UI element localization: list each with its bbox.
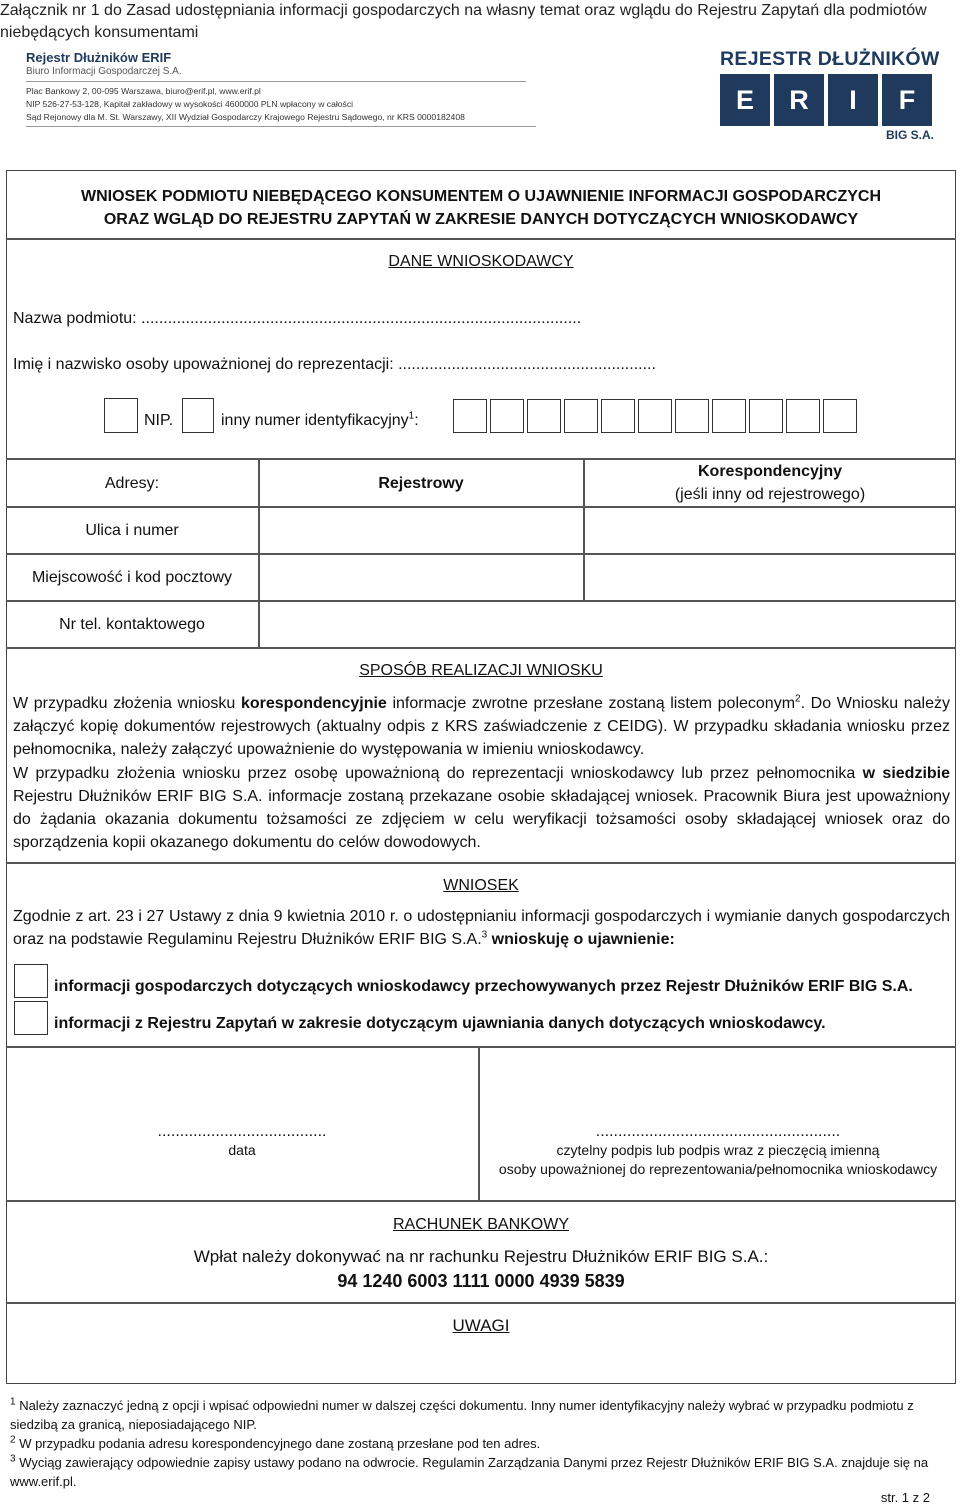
footnote-1-number: 1 (10, 1396, 16, 1408)
logo-title: REJESTR DŁUŻNIKÓW (720, 48, 940, 70)
representative-label: Imię i nazwisko osoby upoważnionej do reprezentacji: (13, 356, 399, 373)
method-p1-text-3: . Do Wniosku należy załączyć kopię dokumentów rejestrowych (aktualny odpis z KRS zaświadczenie z CEIDG). W przypadku składania wniosku przez pełnomocnika, należy załączyć upoważnienie do występowania w imieniu wnioskodawcy. (13, 695, 950, 758)
bank-account-number: 94 1240 6003 1111 0000 4939 5839 (337, 1271, 625, 1291)
rule-after-signature (6, 1200, 956, 1202)
method-p2-text: W przypadku złożenia wniosku przez osobę upoważnioną do reprezentacji wnioskodawcy lub przez pełnomocnika (13, 765, 863, 782)
signature-label-1: czytelny podpis lub podpis wraz z pieczęcią imienną (556, 1142, 880, 1158)
rule-after-method (6, 862, 956, 864)
company-nip: NIP 526-27-53-128, Kapitał zakładowy w wysokości 4600000 PLN wpłacony w całości (26, 99, 354, 109)
notes-field[interactable] (8, 1342, 954, 1382)
annex-note: Załącznik nr 1 do Zasad udostępniania informacji gospodarczych na własny temat oraz wglądu do Rejestru Zapytań dla podmiotów niebędących konsumentami (0, 2, 927, 41)
registered-city-field[interactable] (260, 555, 582, 600)
logo-sub: BIG S.A. (885, 128, 934, 142)
id-digit-box[interactable] (749, 399, 783, 433)
entity-name-row (13, 307, 581, 330)
section-method-heading: SPOSÓB REALIZACJI WNIOSKU (359, 662, 603, 679)
id-digit-box[interactable] (823, 399, 857, 433)
other-id-checkbox[interactable] (182, 398, 214, 433)
id-digit-box[interactable] (601, 399, 635, 433)
correspondence-note: (jeśli inny od rejestrowego) (674, 486, 866, 503)
footnote-3-number: 3 (10, 1453, 16, 1465)
section-notes-heading: UWAGI (452, 1316, 510, 1335)
registered-street-field[interactable] (260, 508, 582, 553)
form-title-line1: WNIOSEK PODMIOTU NIEBĘDĄCEGO KONSUMENTEM O UJAWNIENIE INFORMACJI GOSPODARCZYCH (80, 188, 882, 205)
logo-tiles (720, 74, 940, 126)
company-brand: Rejestr Dłużników ERIF (26, 50, 172, 65)
signature-labels (480, 1141, 956, 1179)
footnote-ref-1: 1 (408, 410, 415, 422)
form-title (6, 185, 956, 231)
addresses-label: Adresy: (104, 475, 160, 492)
rule-after-bank (6, 1302, 956, 1304)
section-request-heading: WNIOSEK (443, 877, 519, 894)
footnote-1-text: Należy zaznaczyć jedną z opcji i wpisać odpowiedni numer w dalszej części dokumentu. Inny numer identyfikacyjny należy wybrać w przypadku podmiotu z siedzibą za granicą, nieposiadającego NIP. (10, 1398, 914, 1432)
erif-logo (720, 48, 940, 142)
footnote-2-number: 2 (10, 1434, 16, 1446)
phone-label: Nr tel. kontaktowego (59, 616, 205, 633)
rule-after-title (6, 238, 956, 240)
id-digit-box[interactable] (490, 399, 524, 433)
request-text: Zgodnie z art. 23 i 27 Ustawy z dnia 9 kwietnia 2010 r. o udostępnianiu informacji gospodarczych i wymianie danych gospodarczych oraz na podstawie Regulaminu Rejestru Dłużników ERIF BIG S.A. (13, 908, 950, 948)
other-id-label: inny numer identyfikacyjny (221, 412, 409, 429)
representative-field[interactable]: .......................................................... (398, 356, 656, 373)
method-paragraph-1 (13, 692, 950, 761)
id-digit-box[interactable] (786, 399, 820, 433)
method-p2-text-2: Rejestru Dłużników ERIF BIG S.A. informacje zostaną przekazane osobie składającej wniosek. Pracownik Biura jest upoważniony do żądania okazania dokumentu tożsamości ze zdjęciem w celu weryfikacji tożsamości osoby składającej wniosek oraz do sporządzenia kopii okazanego dokumentu do celów dowodowych. (13, 788, 950, 851)
logo-tile-r: R (774, 74, 824, 126)
id-digit-box[interactable] (453, 399, 487, 433)
option2-checkbox[interactable] (14, 1001, 48, 1035)
header-divider-bottom (26, 126, 536, 127)
section-bank-heading: RACHUNEK BANKOWY (392, 1216, 570, 1233)
representative-row (13, 353, 656, 376)
nip-label: NIP. (144, 412, 174, 429)
logo-tile-f: F (882, 74, 932, 126)
option1-checkbox[interactable] (14, 964, 48, 998)
footnote-1 (10, 1396, 930, 1434)
logo-tile-i: I (828, 74, 878, 126)
footnote-ref-2: 2 (795, 693, 801, 705)
method-paragraph-2 (13, 762, 950, 854)
form-title-line2: ORAZ WGLĄD DO REJESTRU ZAPYTAŃ W ZAKRESIE DANYCH DOTYCZĄCYCH WNIOSKODAWCY (103, 211, 859, 228)
other-id-label-row (221, 409, 419, 432)
id-digit-box[interactable] (675, 399, 709, 433)
bank-text: Wpłat należy dokonywać na nr rachunku Rejestru Dłużników ERIF BIG S.A.: (193, 1247, 769, 1266)
logo-tile-e: E (720, 74, 770, 126)
company-brand-sub: Biuro Informacji Gospodarczej S.A. (26, 66, 182, 77)
correspondence-heading (584, 460, 956, 506)
method-p1-text-2: informacje zwrotne przesłane zostaną listem poleconym (386, 695, 796, 712)
city-label: Miejscowość i kod pocztowy (31, 569, 233, 586)
company-address: Plac Bankowy 2, 00-095 Warszawa, biuro@erif.pl, www.erif.pl (26, 86, 261, 96)
correspondence-label: Korespondencyjny (697, 463, 843, 480)
header-divider (26, 81, 526, 82)
footnote-3-text: Wyciąg zawierający odpowiednie zapisy ustawy podano na odwrocie. Regulamin Zarządzania Danymi przez Rejestr Dłużników ERIF BIG S.A. znajduje się na www.erif.pl. (10, 1455, 929, 1489)
nip-checkbox[interactable] (104, 398, 138, 433)
page-number: str. 1 z 2 (880, 1490, 930, 1505)
signature-label-2: osoby upoważnionej do reprezentowania/pełnomocnika wnioskodawcy (498, 1161, 938, 1177)
method-p1-text: W przypadku złożenia wniosku (13, 695, 241, 712)
footnote-2 (10, 1434, 930, 1453)
date-dots: ...................................... (157, 1123, 327, 1140)
footnote-3 (10, 1453, 930, 1491)
method-p2-emphasis: w siedzibie (862, 765, 951, 782)
request-text-bold: wnioskuję o ujawnienie: (487, 931, 675, 948)
id-digit-box[interactable] (527, 399, 561, 433)
rule-phone (6, 647, 956, 649)
other-id-colon: : (414, 412, 419, 429)
footnote-2-text: W przypadku podania adresu korespondencyjnego dane zostaną przesłane pod ten adres. (19, 1436, 541, 1451)
footnote-ref-3: 3 (481, 929, 488, 941)
entity-name-label: Nazwa podmiotu: (13, 310, 142, 327)
id-digit-box[interactable] (712, 399, 746, 433)
company-header (26, 50, 546, 130)
id-digit-box[interactable] (564, 399, 598, 433)
correspondence-street-field[interactable] (585, 508, 955, 553)
option1-label: informacji gospodarczych dotyczących wnioskodawcy przechowywanych przez Rejestr Dłużników ERIF BIG S.A. (54, 978, 913, 995)
registered-address-heading: Rejestrowy (378, 475, 464, 492)
signature-dots: ....................................................... (595, 1123, 841, 1140)
entity-name-field[interactable]: ................................................................................................... (141, 310, 582, 327)
phone-field[interactable] (260, 602, 955, 647)
id-digit-box[interactable] (638, 399, 672, 433)
street-label: Ulica i numer (85, 522, 179, 539)
section-applicant-heading: DANE WNIOSKODAWCY (388, 253, 574, 270)
correspondence-city-field[interactable] (585, 555, 955, 600)
date-label: data (228, 1142, 256, 1158)
request-paragraph (13, 905, 950, 951)
option2-label: informacji z Rejestru Zapytań w zakresie dotyczącym ujawniania danych dotyczących wnioskodawcy. (54, 1015, 826, 1032)
method-p1-emphasis: korespondencyjnie (240, 695, 387, 712)
company-court: Sąd Rejonowy dla M. St. Warszawy, XII Wydział Gospodarczy Krajowego Rejestru Sądowego, nr KRS 0000182408 (26, 112, 465, 122)
